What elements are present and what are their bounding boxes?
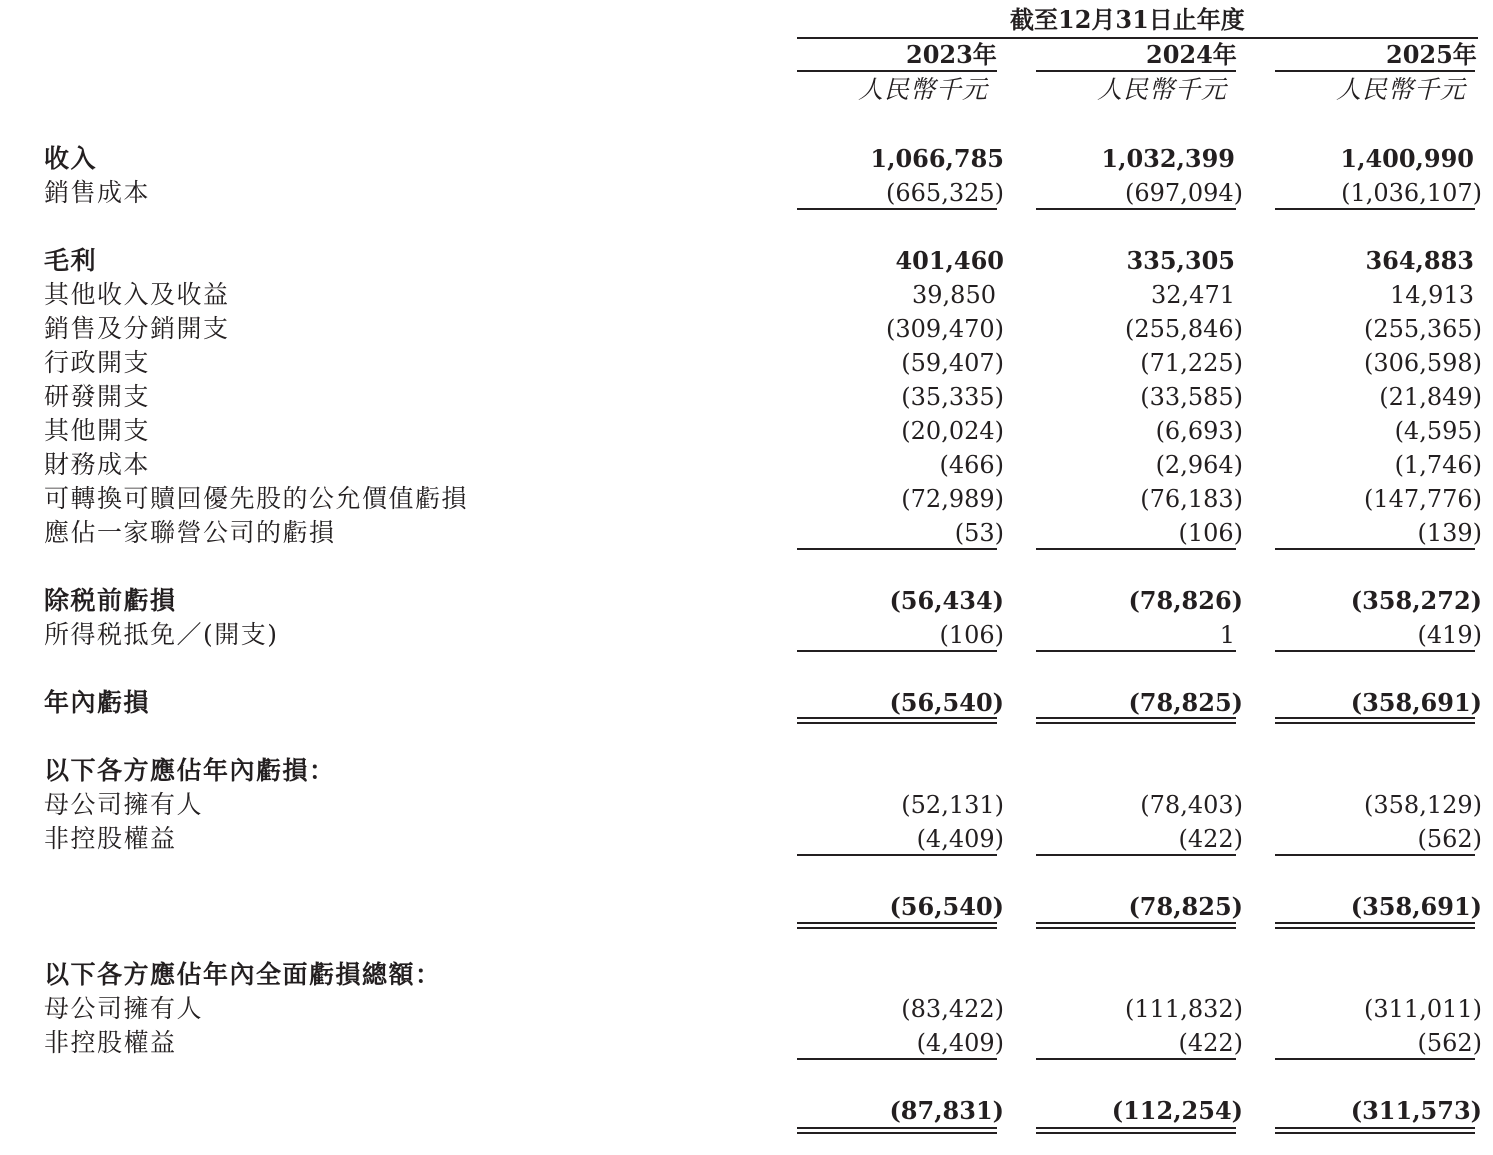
value-cell: (56,434) [889, 586, 1004, 615]
subtotal-rule [797, 1058, 997, 1060]
value-cell: 32,471 [1151, 281, 1235, 309]
total-double-rule [797, 922, 997, 929]
label-loss-attributable-heading: 以下各方應佔年內虧損： [44, 756, 336, 785]
value-cell: (71,225) [1140, 349, 1243, 377]
value-cell: 14,913 [1390, 281, 1474, 309]
value-cell: (358,272) [1350, 586, 1482, 615]
value-cell: (4,409) [916, 825, 1004, 853]
subtotal-rule [797, 650, 997, 652]
value-cell: (309,470) [886, 315, 1004, 343]
value-cell: (311,011) [1364, 995, 1482, 1023]
subtotal-rule [797, 854, 997, 856]
unit-2023: 人民幣千元 [858, 75, 989, 104]
value-cell: (306,598) [1364, 349, 1482, 377]
label-other-income: 其他收入及收益 [44, 280, 230, 309]
total-double-rule [797, 717, 997, 724]
value-cell: (419) [1417, 621, 1482, 649]
label-gross-profit: 毛利 [44, 246, 98, 275]
year-2024-header: 2024年 [1146, 40, 1237, 69]
value-cell: (255,365) [1364, 315, 1482, 343]
value-cell: (106) [939, 621, 1004, 649]
year-2023-header: 2023年 [906, 40, 997, 69]
year-2024-rule [1036, 70, 1236, 72]
value-cell: (358,129) [1364, 791, 1482, 819]
value-cell: 1 [1219, 621, 1235, 649]
value-cell: (52,131) [901, 791, 1004, 819]
label-other-expenses: 其他開支 [44, 416, 151, 445]
value-cell: (358,691) [1350, 892, 1482, 921]
value-cell: (1,746) [1394, 451, 1482, 479]
value-cell: 364,883 [1365, 246, 1474, 275]
total-double-rule [1036, 1127, 1236, 1134]
value-cell: (697,094) [1125, 179, 1243, 207]
value-cell: (106) [1178, 519, 1243, 547]
value-cell: (1,036,107) [1341, 179, 1482, 207]
value-cell: (78,825) [1128, 892, 1243, 921]
value-cell: (4,409) [916, 1029, 1004, 1057]
label-nci-2: 非控股權益 [44, 1028, 177, 1057]
value-cell: (665,325) [886, 179, 1004, 207]
value-cell: (255,846) [1125, 315, 1243, 343]
label-finance-costs: 財務成本 [44, 450, 151, 479]
value-cell: (139) [1417, 519, 1482, 547]
value-cell: (422) [1178, 1029, 1243, 1057]
subtotal-rule [1275, 208, 1475, 210]
subtotal-rule [1275, 854, 1475, 856]
value-cell: (78,403) [1140, 791, 1243, 819]
header-rule [797, 37, 1478, 39]
subtotal-rule [1036, 208, 1236, 210]
unit-2025: 人民幣千元 [1336, 75, 1467, 104]
label-loss-before-tax: 除税前虧損 [44, 586, 177, 615]
value-cell: (33,585) [1140, 383, 1243, 411]
label-revenue: 收入 [44, 144, 98, 173]
value-cell: (562) [1417, 1029, 1482, 1057]
label-admin-expenses: 行政開支 [44, 348, 151, 377]
label-cost-of-sales: 銷售成本 [44, 178, 151, 207]
value-cell: (78,826) [1128, 586, 1243, 615]
label-loss-for-year: 年內虧損 [44, 688, 151, 717]
label-comprehensive-heading: 以下各方應佔年內全面虧損總額： [44, 960, 442, 989]
total-double-rule [1275, 922, 1475, 929]
label-nci-1: 非控股權益 [44, 824, 177, 853]
total-double-rule [1275, 1127, 1475, 1134]
total-double-rule [797, 1127, 997, 1134]
value-cell: (311,573) [1350, 1096, 1482, 1125]
value-cell: (358,691) [1350, 688, 1482, 717]
subtotal-rule [1275, 1058, 1475, 1060]
value-cell: (6,693) [1155, 417, 1243, 445]
value-cell: (53) [954, 519, 1004, 547]
value-cell: 1,032,399 [1101, 144, 1235, 173]
value-cell: 1,400,990 [1340, 144, 1474, 173]
value-cell: (562) [1417, 825, 1482, 853]
subtotal-rule [1275, 650, 1475, 652]
label-owners-2: 母公司擁有人 [44, 994, 204, 1023]
value-cell: (112,254) [1111, 1096, 1243, 1125]
value-cell: (72,989) [901, 485, 1004, 513]
year-2023-rule [797, 70, 997, 72]
value-cell: (147,776) [1364, 485, 1482, 513]
label-fair-value-loss: 可轉換可贖回優先股的公允價值虧損 [44, 484, 469, 513]
value-cell: (83,422) [901, 995, 1004, 1023]
value-cell: (87,831) [889, 1096, 1004, 1125]
value-cell: (422) [1178, 825, 1243, 853]
subtotal-rule [1036, 1058, 1236, 1060]
subtotal-rule [1275, 548, 1475, 550]
subtotal-rule [797, 548, 997, 550]
year-2025-header: 2025年 [1386, 40, 1477, 69]
value-cell: (4,595) [1394, 417, 1482, 445]
value-cell: (466) [939, 451, 1004, 479]
value-cell: 335,305 [1126, 246, 1235, 275]
year-2025-rule [1275, 70, 1475, 72]
total-double-rule [1036, 922, 1236, 929]
value-cell: (56,540) [889, 892, 1004, 921]
total-double-rule [1275, 717, 1475, 724]
label-owners-1: 母公司擁有人 [44, 790, 204, 819]
value-cell: 39,850 [912, 281, 996, 309]
value-cell: (76,183) [1140, 485, 1243, 513]
value-cell: (56,540) [889, 688, 1004, 717]
label-rd-expenses: 研發開支 [44, 382, 151, 411]
value-cell: (20,024) [901, 417, 1004, 445]
subtotal-rule [1036, 854, 1236, 856]
period-heading: 截至12月31日止年度 [1010, 5, 1245, 34]
value-cell: (59,407) [901, 349, 1004, 377]
value-cell: (111,832) [1125, 995, 1243, 1023]
value-cell: (35,335) [901, 383, 1004, 411]
value-cell: 1,066,785 [870, 144, 1004, 173]
subtotal-rule [1036, 650, 1236, 652]
label-income-tax: 所得税抵免／(開支) [44, 620, 279, 649]
label-selling-expenses: 銷售及分銷開支 [44, 314, 230, 343]
value-cell: (78,825) [1128, 688, 1243, 717]
value-cell: (2,964) [1155, 451, 1243, 479]
unit-2024: 人民幣千元 [1097, 75, 1228, 104]
value-cell: (21,849) [1379, 383, 1482, 411]
subtotal-rule [797, 208, 997, 210]
total-double-rule [1036, 717, 1236, 724]
value-cell: 401,460 [895, 246, 1004, 275]
label-associate-loss: 應佔一家聯營公司的虧損 [44, 518, 336, 547]
subtotal-rule [1036, 548, 1236, 550]
